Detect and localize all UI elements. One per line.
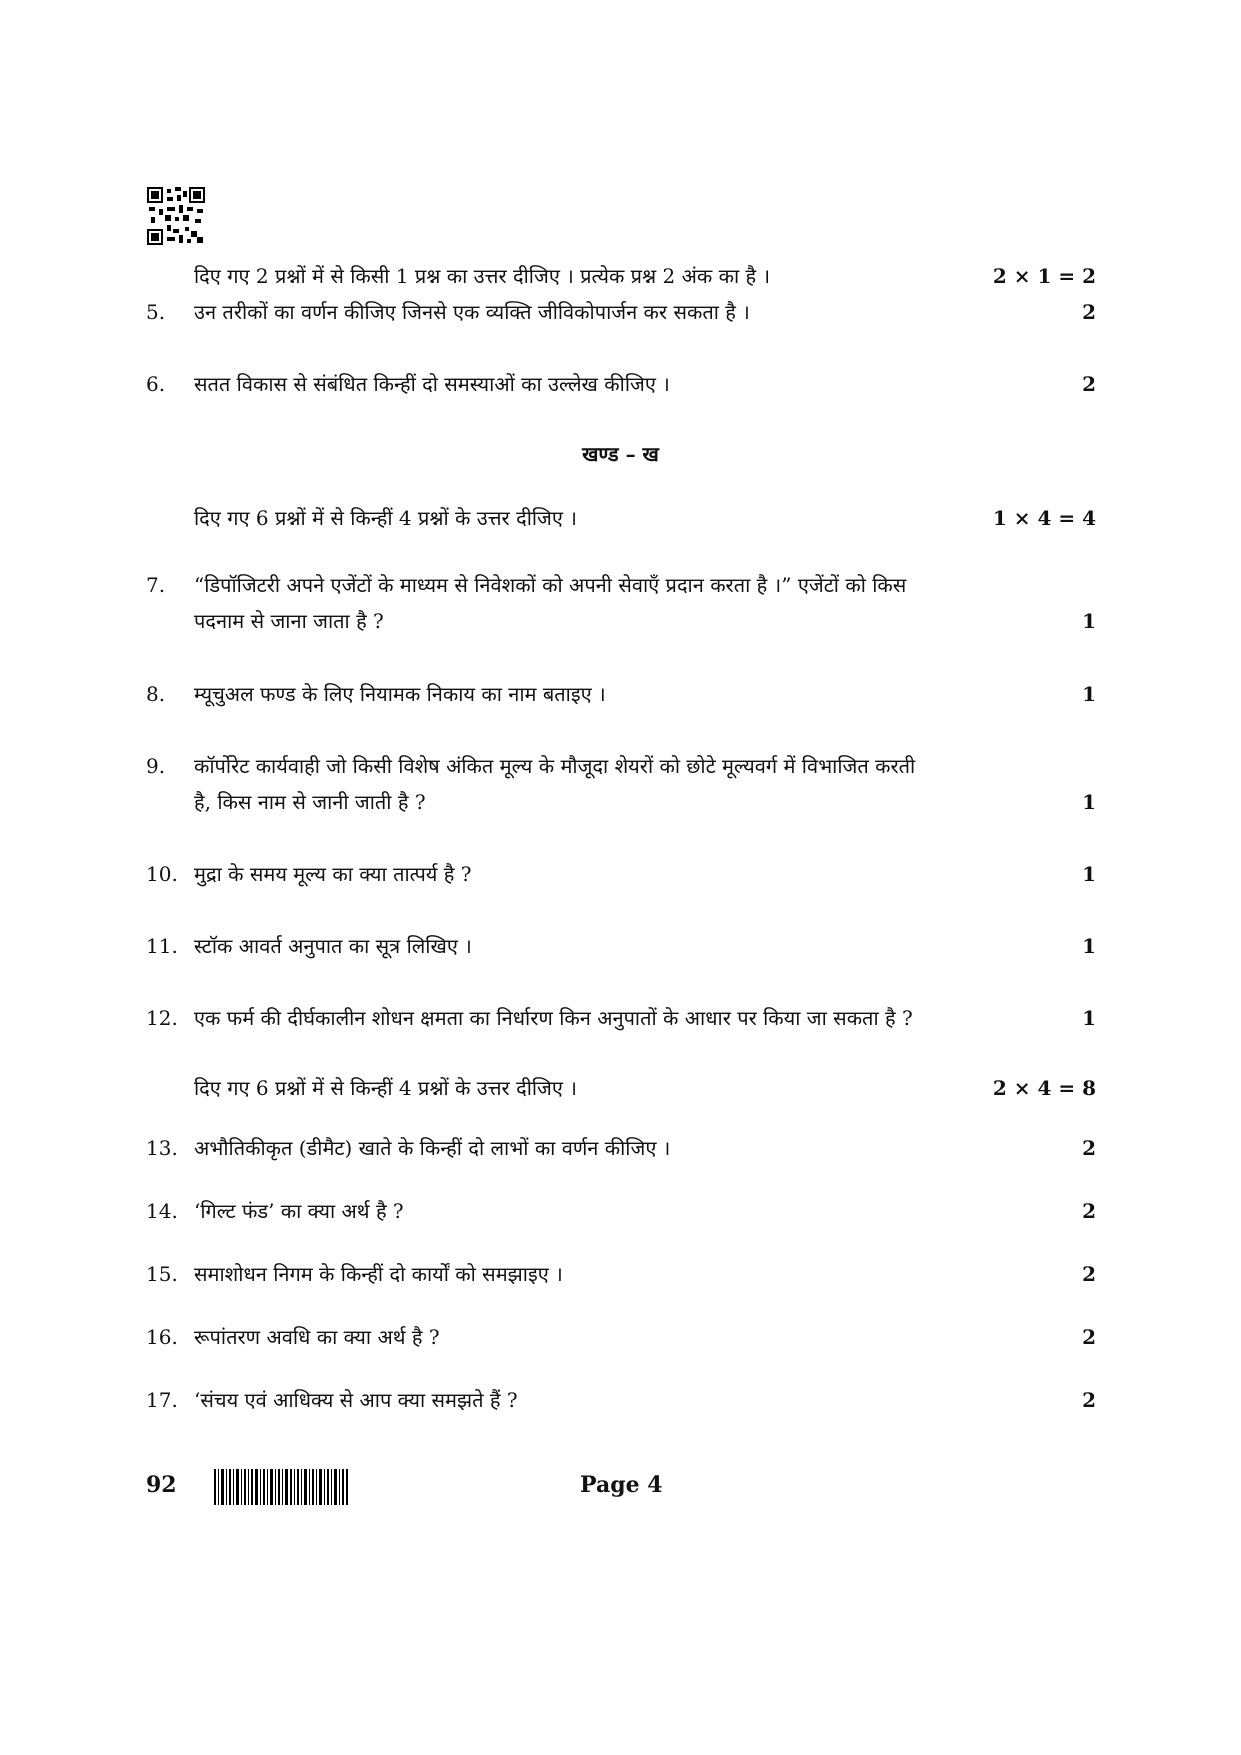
question-marks: 1 <box>1082 862 1096 886</box>
question-number: 14. <box>146 1199 178 1223</box>
question-text: स्टॉक आवर्त अनुपात का सूत्र लिखिए । <box>194 934 472 958</box>
question-text: सतत विकास से संबंधित किन्हीं दो समस्याओं का उल्लेख कीजिए । <box>194 372 670 396</box>
question-marks: 2 <box>1082 300 1096 324</box>
question-text: ‘गिल्ट फंड’ का क्या अर्थ है ? <box>194 1199 404 1223</box>
instruction-text: दिए गए 6 प्रश्नों में से किन्हीं 4 प्रश्नों के उत्तर दीजिए । <box>194 1076 577 1100</box>
question-number: 13. <box>146 1136 178 1160</box>
question-marks: 2 <box>1082 1199 1096 1223</box>
qr-code <box>147 187 205 245</box>
question-marks: 2 <box>1082 1388 1096 1412</box>
instruction-text: दिए गए 6 प्रश्नों में से किन्हीं 4 प्रश्नों के उत्तर दीजिए । <box>194 506 577 530</box>
question-marks: 1 <box>1082 1006 1096 1030</box>
question-text: मुद्रा के समय मूल्य का क्या तात्पर्य है ? <box>194 862 472 886</box>
question-number: 10. <box>146 862 178 886</box>
question-number: 5. <box>146 300 166 324</box>
question-number: 12. <box>146 1006 178 1030</box>
section-title: खण्ड – ख <box>582 442 659 466</box>
instruction-marks: 2 × 4 = 8 <box>992 1076 1096 1100</box>
question-text: रूपांतरण अवधि का क्या अर्थ है ? <box>194 1325 440 1349</box>
question-number: 17. <box>146 1388 178 1412</box>
question-text: उन तरीकों का वर्णन कीजिए जिनसे एक व्यक्ति जीविकोपार्जन कर सकता है । <box>194 300 750 324</box>
question-number: 7. <box>146 573 166 597</box>
page-number: Page 4 <box>580 1472 663 1498</box>
question-text: म्यूचुअल फण्ड के लिए नियामक निकाय का नाम बताइए । <box>194 682 606 706</box>
paper-code: 92 <box>146 1472 177 1498</box>
question-number: 6. <box>146 372 166 396</box>
question-marks: 2 <box>1082 372 1096 396</box>
question-marks: 2 <box>1082 1325 1096 1349</box>
instruction-marks: 1 × 4 = 4 <box>992 506 1096 530</box>
question-text: समाशोधन निगम के किन्हीं दो कार्यों को समझाइए । <box>194 1262 563 1286</box>
question-text-line-1: “डिपॉजिटरी अपने एजेंटों के माध्यम से निवेशकों को अपनी सेवाएँ प्रदान करता है ।” एजेंटों को किस <box>194 573 907 597</box>
question-marks: 1 <box>1082 934 1096 958</box>
question-marks: 1 <box>1082 609 1096 633</box>
question-number: 9. <box>146 754 166 778</box>
question-text-line-2: है, किस नाम से जानी जाती है ? <box>194 790 426 814</box>
question-marks: 2 <box>1082 1136 1096 1160</box>
question-text: ‘संचय एवं आधिक्य से आप क्या समझते हैं ? <box>194 1388 518 1412</box>
question-number: 16. <box>146 1325 178 1349</box>
question-number: 8. <box>146 682 166 706</box>
question-text: अभौतिकीकृत (डीमैट) खाते के किन्हीं दो लाभों का वर्णन कीजिए । <box>194 1136 671 1160</box>
question-marks: 2 <box>1082 1262 1096 1286</box>
question-marks: 1 <box>1082 790 1096 814</box>
question-number: 11. <box>146 934 178 958</box>
barcode <box>214 1469 349 1505</box>
instruction-text: दिए गए 2 प्रश्नों में से किसी 1 प्रश्न का उत्तर दीजिए । प्रत्येक प्रश्न 2 अंक का है । <box>194 264 771 288</box>
question-text: एक फर्म की दीर्घकालीन शोधन क्षमता का निर्धारण किन अनुपातों के आधार पर किया जा सकता है ? <box>194 1006 913 1030</box>
question-text-line-1: कॉर्पोरेट कार्यवाही जो किसी विशेष अंकित मूल्य के मौजूदा शेयरों को छोटे मूल्यवर्ग में विभाजित करती <box>194 754 916 778</box>
question-marks: 1 <box>1082 682 1096 706</box>
question-number: 15. <box>146 1262 178 1286</box>
instruction-marks: 2 × 1 = 2 <box>992 264 1096 288</box>
question-text-line-2: पदनाम से जाना जाता है ? <box>194 609 384 633</box>
